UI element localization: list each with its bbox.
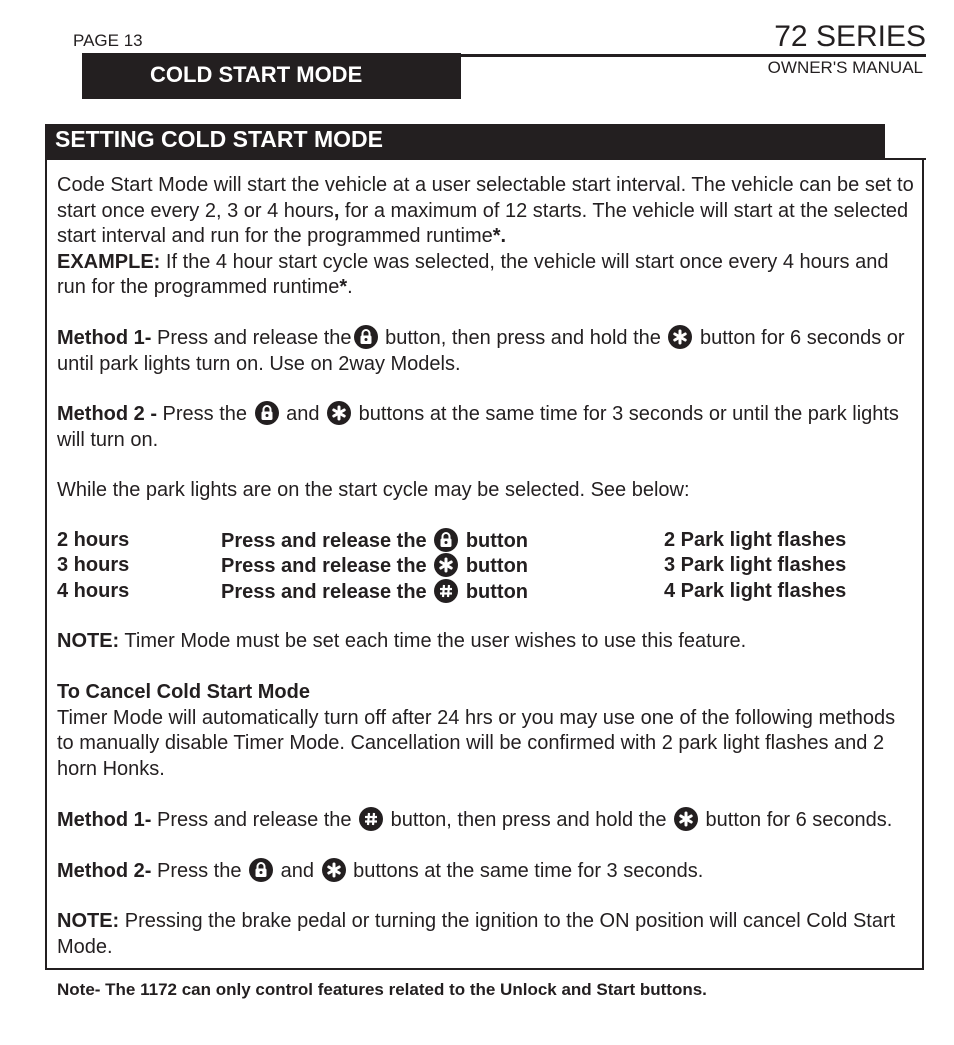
subsection-heading: SETTING COLD START MODE xyxy=(55,126,383,152)
content-box-top-edge xyxy=(885,158,926,160)
lock-icon xyxy=(255,401,279,425)
cancel-heading: To Cancel Cold Start Mode xyxy=(57,681,310,703)
star-icon xyxy=(327,401,351,425)
cycle-result: 3 Park light flashes xyxy=(664,554,847,576)
cycle-action: Press and release the button xyxy=(221,530,528,552)
manual-label: OWNER'S MANUAL xyxy=(767,58,923,77)
cycle-action: Press and release the button xyxy=(221,581,528,603)
cycle-hours: 4 hours xyxy=(57,580,130,602)
page-number: PAGE 13 xyxy=(73,31,143,50)
intro-paragraph: Code Start Mode will start the vehicle at a user selectable start interval. The vehicle can be set to start once every 2, 3 or 4 hours, for a maximum of 12 starts. The vehicle will start at the selected start interval and run for the programmed runtime*. EXAMPLE: If the 4 hour start cycle was selected, the vehicle will start once every 4 hours and run for the programmed runtime*. xyxy=(57,174,914,298)
note-cancel: NOTE: Pressing the brake pedal or turning the ignition to the ON position will cancel Cold Start Mode. xyxy=(57,910,896,958)
cancel-section: To Cancel Cold Start Mode Timer Mode will automatically turn off after 24 hrs or you may use one of the following methods to manually disable Timer Mode. Cancellation will be confirmed with 2 park light flashes and 2 horn Honks. xyxy=(57,681,896,780)
example-label: EXAMPLE: xyxy=(57,250,161,273)
cancel-method-2: Method 2- Press the and buttons at the same time for 3 seconds. xyxy=(57,860,704,882)
note-timer-mode: NOTE: Timer Mode must be set each time the user wishes to use this feature. xyxy=(57,630,747,652)
cancel-method-1: Method 1- Press and release the button, then press and hold the button for 6 seconds. xyxy=(57,809,893,831)
star-icon xyxy=(434,553,458,577)
cycle-result: 2 Park light flashes xyxy=(664,529,847,551)
cycle-action: Press and release the button xyxy=(221,555,528,577)
lock-icon xyxy=(434,528,458,552)
footnote: Note- The 1172 can only control features related to the Unlock and Start buttons. xyxy=(57,980,707,999)
header-rule xyxy=(460,54,926,57)
cycle-result: 4 Park light flashes xyxy=(664,580,847,602)
star-icon xyxy=(322,858,346,882)
cycle-intro: While the park lights are on the start cycle may be selected. See below: xyxy=(57,479,690,501)
star-icon xyxy=(668,325,692,349)
lock-icon xyxy=(354,325,378,349)
hash-icon xyxy=(434,579,458,603)
lock-icon xyxy=(249,858,273,882)
star-icon xyxy=(674,807,698,831)
hash-icon xyxy=(359,807,383,831)
series-title: 72 SERIES xyxy=(774,20,926,53)
section-title: COLD START MODE xyxy=(150,62,363,87)
cycle-hours: 2 hours xyxy=(57,529,130,551)
method-2-paragraph: Method 2 - Press the and buttons at the same time for 3 seconds or until the park lights will turn on. xyxy=(57,403,899,451)
method-1-paragraph: Method 1- Press and release the button, then press and hold the button for 6 seconds or until park lights turn on. Use on 2way Models. xyxy=(57,327,905,375)
cycle-hours: 3 hours xyxy=(57,554,130,576)
